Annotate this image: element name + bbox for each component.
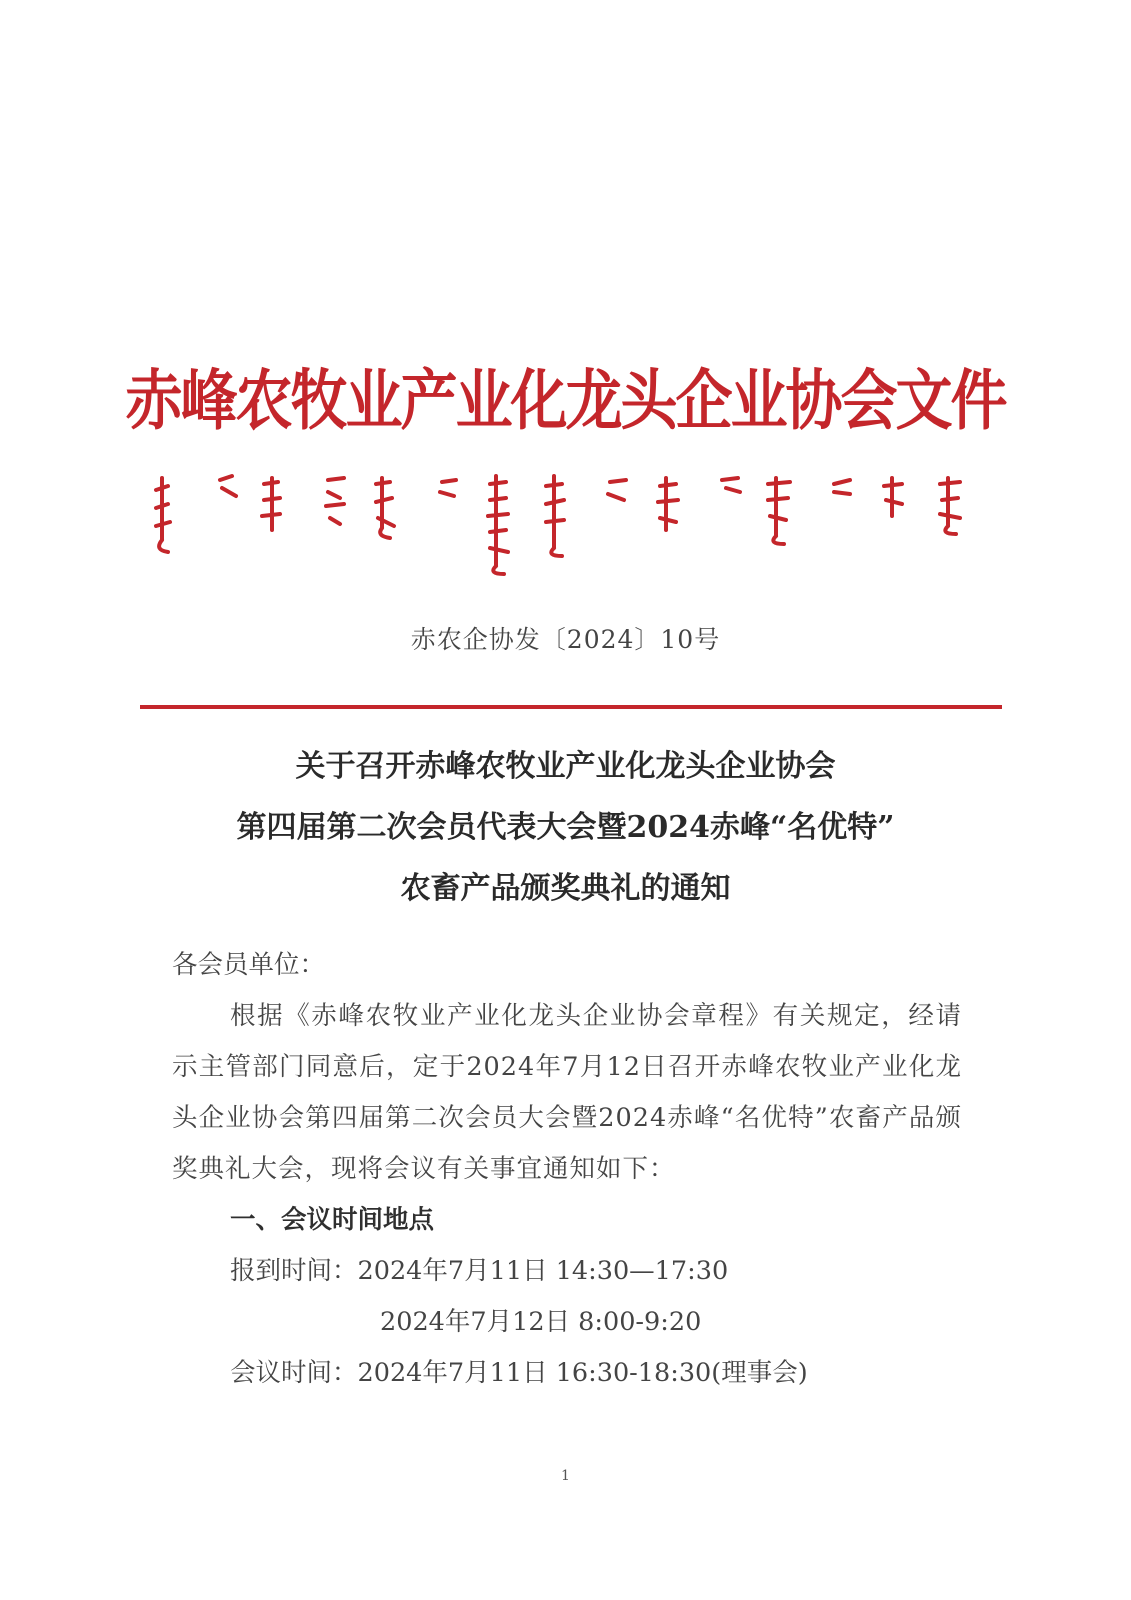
meeting-label: 会议时间： xyxy=(230,1358,358,1388)
meeting-time-row-1 xyxy=(172,1348,962,1399)
mongolian-script-title xyxy=(150,470,990,580)
section-1-heading: 一、会议时间地点 xyxy=(230,1205,435,1235)
notice-title-line-1: 关于召开赤峰农牧业产业化龙头企业协会 xyxy=(295,749,836,784)
registration-time-row-2 xyxy=(172,1297,962,1348)
registration-time-1: 2024年7月11日 14:30—17:30 xyxy=(357,1256,729,1286)
red-divider-line xyxy=(140,705,1002,709)
document-number: 赤农企协发〔2024〕10号 xyxy=(410,625,721,654)
salutation: 各会员单位： xyxy=(172,950,326,980)
notice-title-line-3: 农畜产品颁奖典礼的通知 xyxy=(400,871,731,906)
registration-time-row-1 xyxy=(172,1246,962,1297)
paragraph-1: 根据《赤峰农牧业产业化龙头企业协会章程》有关规定，经请示主管部门同意后，定于2024年7月12日召开赤峰农牧业产业化龙头企业协会第四届第二次会员大会暨2024赤峰“名优特”农畜产品颁奖典礼大会，现将会议有关事宜通知如下： xyxy=(172,1001,962,1184)
notice-title-line-2: 第四届第二次会员代表大会暨2024赤峰“名优特” xyxy=(236,810,895,845)
notice-title xyxy=(0,736,1131,919)
notice-body xyxy=(172,940,962,1399)
masthead-title: 赤峰农牧业产业化龙头企业协会文件 xyxy=(125,362,1006,439)
page-number: 1 xyxy=(561,1468,570,1484)
registration-time-2: 2024年7月12日 8:00-9:20 xyxy=(380,1307,702,1337)
registration-label: 报到时间： xyxy=(230,1256,358,1286)
meeting-time-1: 2024年7月11日 16:30-18:30(理事会) xyxy=(357,1358,808,1388)
